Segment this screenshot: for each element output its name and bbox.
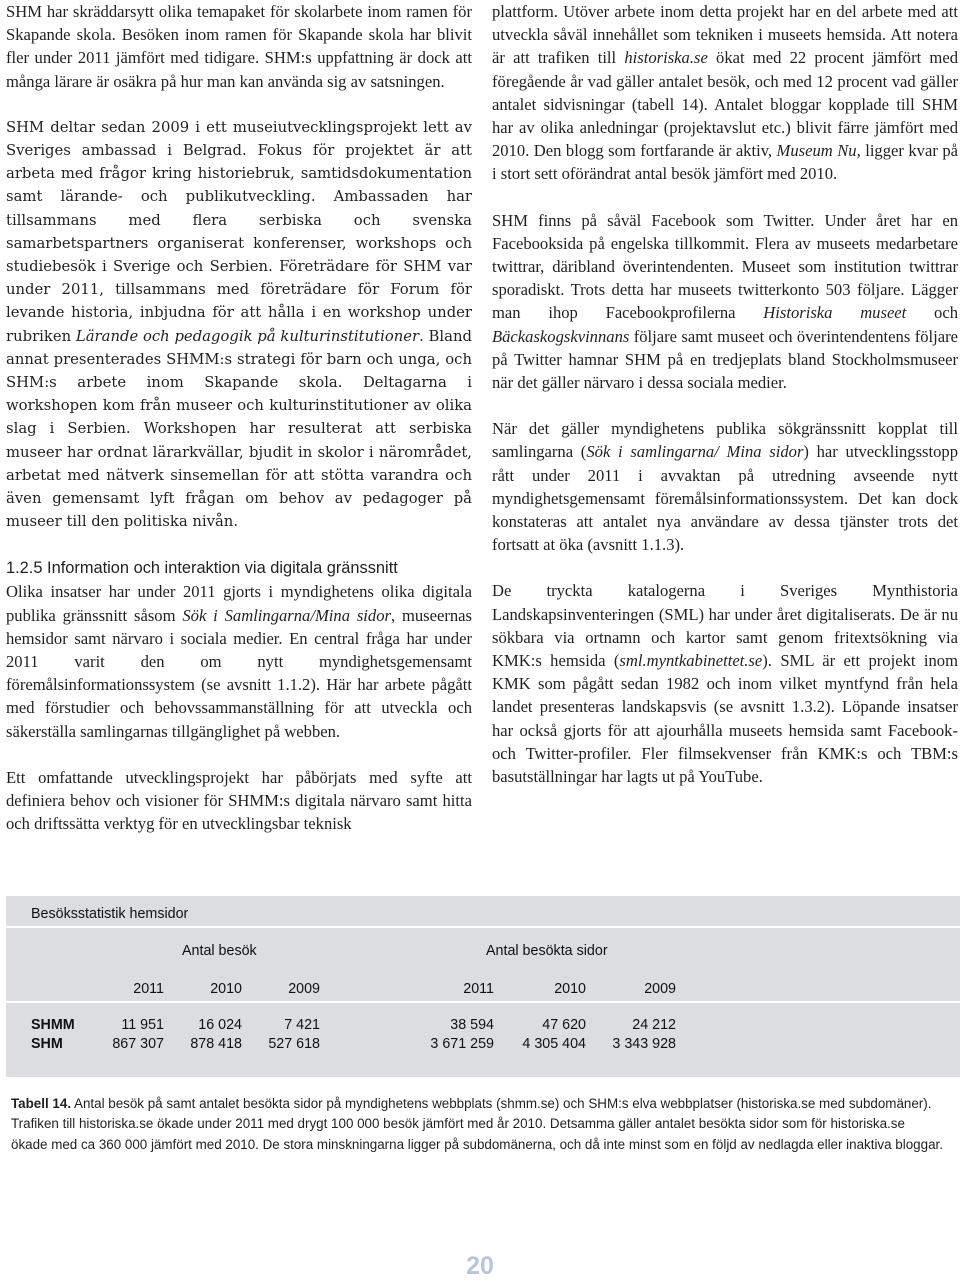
paragraph: SHM har skräddarsytt olika temapaket för skolarbete inom ramen för Skapande skola. Besöken inom ramen för Skapande skola har blivit fler under 2011 jämfört med tidigare. SHM:s uppfattning är dock att många lärare är osäkra på hur man kan använda sig av satsningen. — [6, 2, 472, 91]
year-header-row — [6, 981, 960, 1001]
table-cell: 38 594 — [450, 1017, 494, 1033]
table-row — [6, 1017, 960, 1037]
table-cell: 7 421 — [284, 1017, 320, 1033]
table-cell: 11 951 — [121, 1017, 164, 1033]
caption-text: Antal besök på samt antalet besökta sidor på myndighetens webbplats (shmm.se) och SHM:s elva webbplatser (historiska.se med subdomäner). Trafiken till historiska.se ökade under 2011 med drygt 100 000 besök jämfört med år 2010. Detsamma gäller antalet besökta sidor som för historiska.se ökade med ca 360 000 jämfört med 2010. De stora minskningarna ligger på subdomänerna, och då inte minst som en följd av nedlagda eller inaktiva bloggar. — [11, 1096, 943, 1152]
paragraph: När det gäller myndighetens publika sökgränssnitt kopplat till samlingarna (Sök i samlingarna/ Mina sidor) har utvecklingsstopp rått under 2011 i avvaktan på utredning avseende nytt myndighetsgemensamt föremålsinformationssystem. Det kan dock konstateras att antalet nya användare av dessa tjänster trots det fortsatt at öka (avsnitt 1.1.3). — [492, 419, 958, 555]
paragraph: SHM deltar sedan 2009 i ett museiutvecklingsprojekt lett av Sveriges ambassad i Belgrad. Fokus för projektet är att arbeta med frågor kring historiebruk, samtidsdokumentation samt lärande- och publikutveckling. Ambassaden har tillsammans med flera serbiska och svenska samarbetspartners organiserat konferenser, workshops och studiebesök i Sverige och Serbien. Företrädare för SHM var under 2011, tillsammans med företrädare för Forum för levande historia, inbjudna för att hålla i en workshop under rubriken Lärande och pedagogik på kulturinstitutioner. Bland annat presenterades SHMM:s strategi för barn och unga, och SHM:s arbete inom Skapande skola. Deltagarna i workshopen kom från museer och kulturinstitutioner av olika slag i Serbien. Workshopen har resulterat att serbiska museer har ordnat lärarkvällar, bjudit in skolor i närområdet, arbetat med nätverk sinsemellan för att stötta varandra och även gemensamt lyft frågan om behov av pedagoger på museer till den politiska nivån. — [6, 118, 472, 531]
right-column — [492, 0, 958, 788]
year-header: 2011 — [463, 981, 494, 997]
year-header: 2010 — [554, 981, 586, 997]
group-header-row — [6, 943, 960, 963]
paragraph: De tryckta katalogerna i Sveriges Mynthistoria Landskapsinventeringen (SML) har under året digitaliserats. De är nu sökbara via ortnamn och kartor samt genom fritextsökning via KMK:s hemsida (sml.myntkabinettet.se). SML är ett projekt inom KMK som pågått sedan 1982 och inom vilket myntfynd från hela landet presenteras landskapsvis (se avsnitt 1.3.2). Löpande insatser har också gjorts för att ajourhålla museets hemsida samt Facebook- och Twitter-profiler. Fler filmsekvenser från KMK:s och TBM:s basutställningar har lagts ut på YouTube. — [492, 581, 958, 787]
group-header: Antal besök — [182, 943, 257, 959]
table-cell: 867 307 — [112, 1036, 164, 1052]
table-cell: 4 305 404 — [522, 1036, 586, 1052]
table-cell: 878 418 — [190, 1036, 242, 1052]
page-number: 20 — [466, 1252, 494, 1280]
year-header: 2011 — [133, 981, 164, 997]
caption-label: Tabell 14. — [11, 1096, 72, 1111]
divider — [6, 926, 960, 928]
table-caption — [11, 1094, 945, 1155]
section-heading: 1.2.5 Information och interaktion via digitala gränssnitt — [6, 559, 398, 578]
left-column — [6, 0, 472, 836]
divider — [6, 1001, 960, 1003]
paragraph: Ett omfattande utvecklingsprojekt har påbörjats med syfte att definiera behov och visioner för SHMM:s digitala närvaro samt hitta och driftssätta verktyg för en utvecklingsbar teknisk — [6, 767, 472, 834]
row-label: SHMM — [31, 1017, 75, 1033]
paragraph: Olika insatser har under 2011 gjorts i myndighetens olika digitala publika gränssnitt såsom Sök i Samlingarna/Mina sidor, museernas hemsidor samt närvaro i sociala medier. En central fråga har under 2011 varit den om nytt myndighetsgemensamt föremålsinformationssystem (se avsnitt 1.1.2). Här har arbete pågått med förstudier och behovssammanställning för att utveckla och säkerställa samlingarnas tillgänglighet på webben. — [6, 582, 473, 741]
row-label: SHM — [31, 1036, 63, 1052]
paragraph: SHM finns på såväl Facebook som Twitter. Under året har en Facebooksida på engelska tillkommit. Flera av museets medarbetare twittrar, däribland överintendenten. Museet som institution twittrar sporadiskt. Trots detta har museets twitterkonto 503 följare. Lägger man ihop Facebookprofilerna Historiska museet och Bäckaskogskvinnans följare samt museet och överintendentens följare på Twitter hamnar SHM på en tredjeplats bland Stockholmsmuseer när det gäller närvaro i dessa sociala medier. — [492, 210, 959, 393]
table-cell: 3 671 259 — [430, 1036, 494, 1052]
year-header: 2009 — [644, 981, 676, 997]
paragraph: plattform. Utöver arbete inom detta projekt har en del arbete med att utveckla såväl innehållet som tekniken i museets hemsida. Att notera är att trafiken till historiska.se ökat med 22 procent jämfört med föregående år vad gäller antalet besök, och med 12 procent vad gäller antalet sidvisningar (tabell 14). Antalet bloggar kopplade till SHM har av olika anledningar (projektavslut etc.) blivit färre jämfört med 2010. Den blogg som fortfarande är aktiv, Museum Nu, ligger kvar på i stort sett oförändrat antal besök jämfört med 2010. — [492, 2, 958, 184]
table-cell: 3 343 928 — [612, 1036, 676, 1052]
stats-table — [6, 896, 960, 1077]
year-header: 2009 — [288, 981, 320, 997]
table-title-text: Besöksstatistik hemsidor — [31, 906, 189, 922]
table-cell: 16 024 — [198, 1017, 242, 1033]
group-header: Antal besökta sidor — [486, 943, 608, 959]
table-cell: 47 620 — [542, 1017, 586, 1033]
year-header: 2010 — [210, 981, 242, 997]
table-row — [6, 1036, 960, 1056]
table-cell: 24 212 — [632, 1017, 676, 1033]
table-cell: 527 618 — [268, 1036, 320, 1052]
table-title — [6, 906, 960, 926]
